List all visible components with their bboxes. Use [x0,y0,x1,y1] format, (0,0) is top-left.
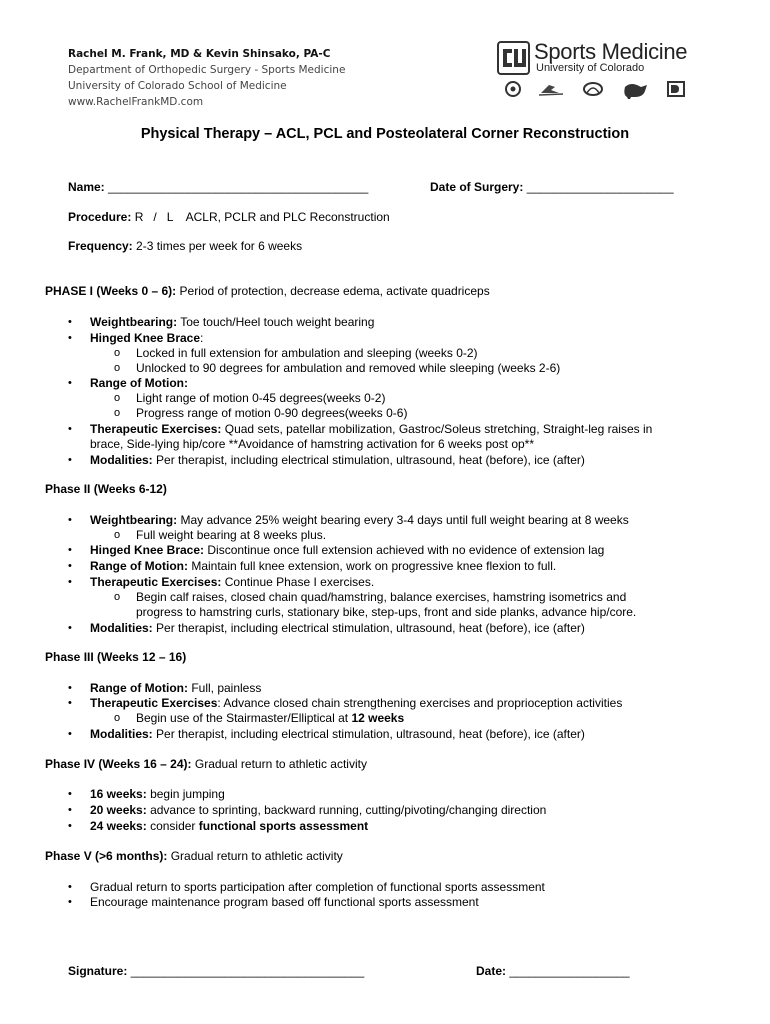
sub-bullet-icon: o [114,407,121,419]
sub-list-item: Light range of motion 0-45 degrees(weeks 0-2) [136,391,386,405]
item-text: consider [150,819,199,833]
item-label: Range of Motion: [90,559,188,573]
sub-list-item: Progress range of motion 0-90 degrees(weeks 0-6) [136,406,408,420]
item-text: Continue Phase I exercises. [224,575,375,589]
item-text: Per therapist, including electrical stimulation, ultrasound, heat (before), ice (after) [156,453,585,467]
bullet-icon: • [68,622,72,634]
phase1-heading-line [45,284,490,298]
item-text: Discontinue once full extension achieved with no evidence of extension lag [207,543,605,557]
item-label: Weightbearing: [90,315,178,329]
item-text: Toe touch/Heel touch weight bearing [180,315,375,329]
phase3-heading: Phase III (Weeks 12 – 16) [45,650,187,664]
name-label: Name: [68,180,105,194]
item-text: Per therapist, including electrical stimulation, ultrasound, heat (before), ice (after) [156,727,585,741]
list-item [90,543,604,557]
item-text: : [200,331,204,345]
signature-field[interactable]: ___________________________________ [130,964,365,978]
bullet-icon: • [68,788,72,800]
item-label: Therapeutic Exercises: [90,422,222,436]
phase4-heading: Phase IV (Weeks 16 – 24): [45,757,192,771]
name-field[interactable]: _______________________________________ [108,180,369,194]
bullet-icon: • [68,682,72,694]
item-text: Per therapist, including electrical stimulation, ultrasound, heat (before), ice (after) [156,621,585,635]
bullet-icon: • [68,423,72,435]
sub-bullet-icon: o [114,529,121,541]
list-item-continuation: brace, Side-lying hip/core **Avoidance of hamstring activation for 6 weeks post op** [90,437,535,451]
item-text: Full, painless [191,681,262,695]
phase3-heading-line [45,650,186,664]
item-label: Therapeutic Exercises: [90,575,222,589]
soccer-ball-icon [506,82,520,96]
sub-list-item: Begin calf raises, closed chain quad/hamstring, balance exercises, hamstring isometrics and [136,590,627,604]
list-item [90,621,585,635]
list-item [90,513,629,527]
item-text: May advance 25% weight bearing every 3-4 days until full weight bearing at 8 weeks [180,513,629,527]
list-item [90,696,622,710]
school-line: University of Colorado School of Medicine [68,80,287,92]
frequency-value: 2-3 times per week for 6 weeks [136,239,303,253]
item-label: Therapeutic Exercises [90,696,218,710]
date-of-surgery-label: Date of Surgery: [430,180,524,194]
date-of-surgery-line [430,180,674,194]
item-bold-text: functional sports assessment [198,819,369,833]
du-logo-icon [668,82,684,96]
list-item: Gradual return to sports participation after completion of functional sports assessment [90,880,545,894]
phase5-description: Gradual return to athletic activity [170,849,343,863]
bullet-icon: • [68,377,72,389]
bullet-icon: • [68,316,72,328]
item-label: 16 weeks: [90,787,147,801]
list-item [90,559,556,573]
item-label: Weightbearing: [90,513,178,527]
list-item [90,315,374,329]
item-label: Range of Motion: [90,376,188,390]
signature-line [68,964,364,978]
name-line [68,180,368,194]
signature-label: Signature: [68,964,128,978]
phase4-description: Gradual return to athletic activity [194,757,367,771]
logo-subtitle: University of Colorado [536,62,645,74]
skier-icon [539,85,563,95]
item-text: : Advance closed chain strengthening exercises and proprioception activities [217,696,623,710]
sub-bullet-icon: o [114,362,121,374]
item-label: 24 weeks: [90,819,147,833]
phase1-description: Period of protection, decrease edema, activate quadriceps [179,284,490,298]
item-text: begin jumping [150,787,225,801]
list-item [90,331,203,345]
list-item [90,727,585,741]
phase4-heading-line [45,757,367,771]
list-item [90,787,225,801]
item-label: Modalities: [90,727,153,741]
ski-goggles-icon [584,83,602,95]
bullet-icon: • [68,697,72,709]
procedure-value: R / L ACLR, PCLR and PLC Reconstruction [134,210,390,224]
item-text: Begin use of the Stairmaster/Elliptical at [136,711,352,725]
phase5-heading: Phase V (>6 months): [45,849,168,863]
sports-medicine-logo [497,41,697,101]
cu-logo-icon [497,41,530,75]
affiliate-icons [503,79,693,99]
bullet-icon: • [68,728,72,740]
bullet-icon: • [68,560,72,572]
procedure-line [68,210,390,224]
footer-date-field[interactable]: __________________ [509,964,630,978]
phase1-heading: PHASE I (Weeks 0 – 6): [45,284,177,298]
procedure-label: Procedure: [68,210,132,224]
item-text: advance to sprinting, backward running, cutting/pivoting/changing direction [150,803,547,817]
item-label: Hinged Knee Brace: [90,543,205,557]
list-item [90,819,368,833]
item-text: Quad sets, patellar mobilization, Gastroc/Soleus stretching, Straight-leg raises in [224,422,653,436]
list-item: Encourage maintenance program based off functional sports assessment [90,895,479,909]
buffalo-icon [624,84,647,99]
bullet-icon: • [68,576,72,588]
frequency-line [68,239,302,253]
phase2-heading-line [45,482,167,496]
list-item [90,453,585,467]
list-item [90,422,652,436]
footer-date-line [476,964,630,978]
document-title: Physical Therapy – ACL, PCL and Posteolateral Corner Reconstruction [140,126,630,142]
department-line: Department of Orthopedic Surgery - Sports Medicine [68,64,346,76]
item-label: Modalities: [90,453,153,467]
author-line: Rachel M. Frank, MD & Kevin Shinsako, PA-C [68,48,331,60]
sub-list-item: Full weight bearing at 8 weeks plus. [136,528,327,542]
bullet-icon: • [68,820,72,832]
logo-title: Sports Medicine [534,39,688,64]
footer-date-label: Date: [476,964,507,978]
sub-list-item [136,711,404,725]
website-line: www.RachelFrankMD.com [68,96,204,108]
sub-bullet-icon: o [114,591,121,603]
bullet-icon: • [68,544,72,556]
item-label: Hinged Knee Brace [90,331,201,345]
item-label: Range of Motion: [90,681,188,695]
bullet-icon: • [68,881,72,893]
bullet-icon: • [68,804,72,816]
date-of-surgery-field[interactable]: ______________________ [526,180,674,194]
list-item [90,681,261,695]
item-label: 20 weeks: [90,803,147,817]
phase2-heading: Phase II (Weeks 6-12) [45,482,167,496]
sub-list-item-continuation: progress to hamstring curls, stationary bike, step-ups, front and side planks, advance hip/core. [136,605,637,619]
sub-list-item: Locked in full extension for ambulation and sleeping (weeks 0-2) [136,346,478,360]
sub-bullet-icon: o [114,712,121,724]
item-bold-text: 12 weeks [351,711,405,725]
item-label: Modalities: [90,621,153,635]
sub-bullet-icon: o [114,392,121,404]
bullet-icon: • [68,454,72,466]
phase5-heading-line [45,849,343,863]
sub-bullet-icon: o [114,347,121,359]
bullet-icon: • [68,332,72,344]
item-text: Maintain full knee extension, work on progressive knee flexion to full. [191,559,557,573]
bullet-icon: • [68,896,72,908]
frequency-label: Frequency: [68,239,133,253]
sub-list-item: Unlocked to 90 degrees for ambulation and removed while sleeping (weeks 2-6) [136,361,561,375]
bullet-icon: • [68,514,72,526]
list-item [90,575,374,589]
list-item [90,803,546,817]
letterhead [68,46,345,110]
list-item [90,376,188,390]
